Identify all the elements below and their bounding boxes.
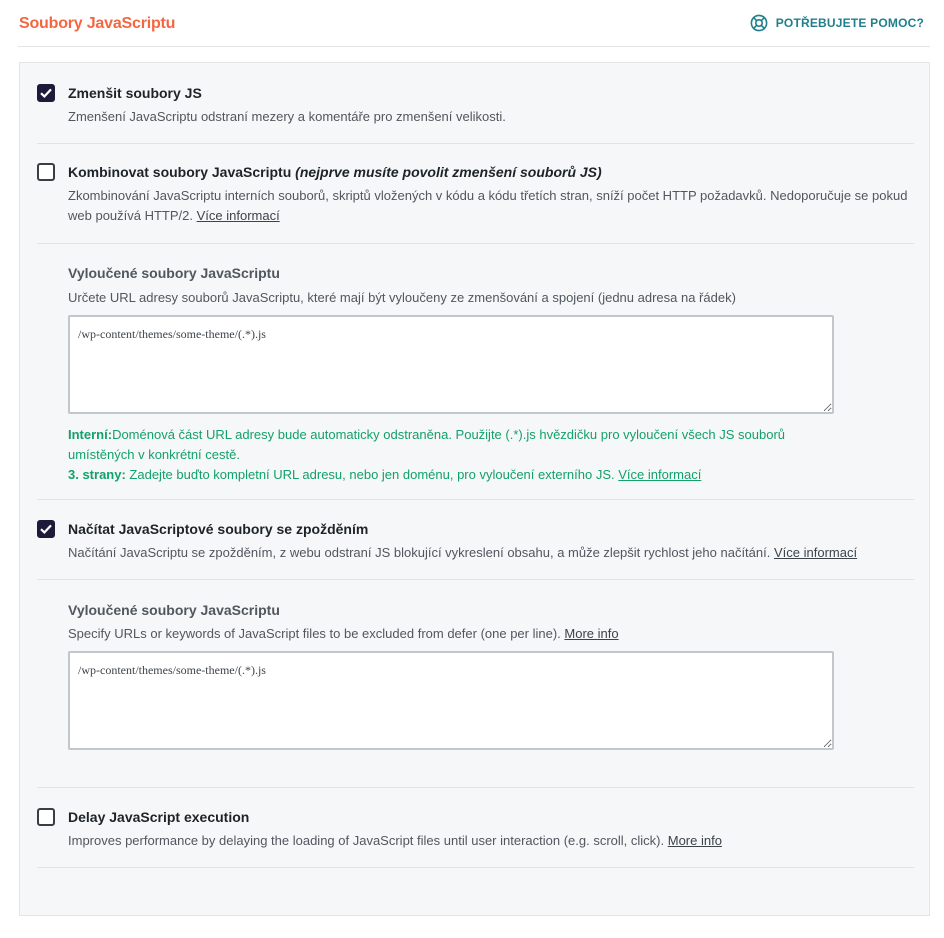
js-settings-panel [19, 62, 930, 916]
excluded-js-note [68, 425, 848, 485]
defer-js-description-text: Načítání JavaScriptu se zpožděním, z webu odstraní JS blokující vykreslení obsahu, a může zlepšit rychlost jeho načítání. [68, 545, 771, 560]
excluded-defer-title: Vyloučené soubory JavaScriptu [68, 602, 280, 618]
minify-js-description: Zmenšení JavaScriptu odstraní mezery a komentáře pro zmenšení velikosti. [68, 109, 506, 124]
combine-js-title-note: (nejprve musíte povolit zmenšení souborů JS) [295, 164, 602, 180]
delay-js-checkbox[interactable] [37, 808, 55, 826]
excluded-js-description: Určete URL adresy souborů JavaScriptu, které mají být vyloučeny ze zmenšování a spojení (jednu adresa na řádek) [68, 290, 736, 305]
lifebuoy-icon [750, 14, 768, 32]
excluded-defer-more-info-link[interactable]: More info [564, 626, 619, 641]
delay-js-title: Delay JavaScript execution [68, 809, 250, 825]
excluded-defer-textarea[interactable] [68, 651, 834, 750]
delay-js-description [68, 831, 908, 851]
defer-js-description [68, 543, 908, 563]
minify-js-checkbox[interactable] [37, 84, 55, 102]
divider [37, 867, 914, 868]
defer-js-checkbox[interactable] [37, 520, 55, 538]
checkmark-icon [40, 524, 52, 534]
combine-js-checkbox[interactable] [37, 163, 55, 181]
note-more-info-link[interactable]: Více informací [618, 467, 702, 482]
divider [37, 499, 914, 500]
excluded-defer-description-text: Specify URLs or keywords of JavaScript files to be excluded from defer (one per line). [68, 626, 561, 641]
divider [37, 579, 914, 580]
combine-js-title [68, 164, 602, 180]
note-internal-label: Interní: [68, 427, 113, 442]
note-third-party-text: Zadejte buďto kompletní URL adresu, nebo jen doménu, pro vyloučení externího JS. [125, 467, 615, 482]
divider [37, 143, 914, 144]
excluded-js-textarea[interactable] [68, 315, 834, 414]
delay-js-description-text: Improves performance by delaying the loading of JavaScript files until user interaction (e.g. scroll, click). [68, 833, 665, 848]
help-link[interactable] [750, 14, 924, 32]
divider [37, 787, 914, 788]
note-internal-text: Doménová část URL adresy bude automaticky odstraněna. Použijte (.*).js hvězdičku pro vyloučení všech JS souborů umístěných v konkrétní cestě. [68, 427, 786, 462]
defer-js-more-info-link[interactable]: Více informací [773, 545, 858, 560]
excluded-js-title: Vyloučené soubory JavaScriptu [68, 265, 280, 281]
checkmark-icon [40, 88, 52, 98]
combine-js-description-text: Zkombinování JavaScriptu interních souborů, skriptů vložených v kódu a kódu třetích stran, sníží počet HTTP požadavků. Nedoporučuje se pokud web používá HTTP/2. [68, 188, 908, 223]
page-title: Soubory JavaScriptu [19, 15, 176, 32]
page-header [18, 0, 930, 47]
combine-js-description [68, 186, 908, 226]
defer-js-title: Načítat JavaScriptové soubory se zpožděním [68, 521, 369, 537]
help-link-label: POTŘEBUJETE POMOC? [775, 16, 924, 30]
minify-js-title: Zmenšit soubory JS [68, 85, 202, 101]
combine-js-title-main: Kombinovat soubory JavaScriptu [68, 164, 292, 180]
combine-js-more-info-link[interactable]: Více informací [196, 208, 280, 223]
note-third-party-label: 3. strany: [68, 467, 126, 482]
divider [37, 243, 914, 244]
excluded-defer-description [68, 626, 619, 641]
delay-js-more-info-link[interactable]: More info [667, 833, 722, 848]
